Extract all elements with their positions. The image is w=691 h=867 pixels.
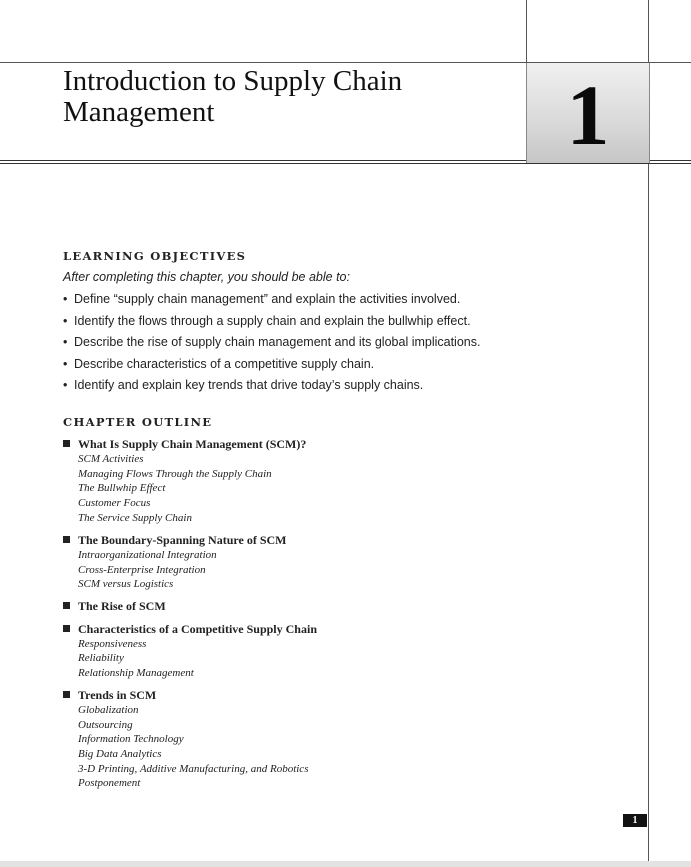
learning-objective-item	[63, 355, 480, 377]
outline-subtopic: Postponement	[78, 777, 141, 790]
outline-section-heading	[63, 532, 317, 548]
outline-section-heading	[63, 621, 317, 637]
outline-section-heading	[63, 598, 317, 614]
learning-objective-text: Identify the flows through a supply chain and explain the bullwhip effect.	[74, 313, 471, 328]
learning-objectives-list	[63, 290, 480, 398]
outline-section-title: Trends in SCM	[78, 687, 157, 702]
outline-subtopic: SCM Activities	[78, 453, 144, 465]
outline-subtopics	[63, 548, 317, 592]
outline-subtopic: The Service Supply Chain	[78, 511, 192, 524]
outline-subtopic: Relationship Management	[78, 666, 194, 679]
learning-objective-text: Identify and explain key trends that drive today’s supply chains.	[74, 378, 424, 393]
square-bullet-icon	[63, 602, 70, 609]
outline-section-title: What Is Supply Chain Management (SCM)?	[78, 437, 307, 451]
outline-section	[63, 598, 317, 614]
outline-subtopic: Reliability	[78, 652, 124, 665]
outline-subtopic: Cross-Enterprise Integration	[78, 563, 206, 576]
outline-subtopic: Big Data Analytics	[78, 748, 162, 761]
outline-subtopic: Customer Focus	[78, 497, 151, 510]
outline-section-title: The Boundary-Spanning Nature of SCM	[78, 532, 287, 547]
chapter-outline-list	[63, 436, 317, 797]
bullet-icon: •	[63, 335, 68, 350]
learning-objective-text: Describe characteristics of a competitive supply chain.	[74, 356, 375, 371]
outline-subtopic: Managing Flows Through the Supply Chain	[78, 467, 272, 480]
outline-section-title: The Rise of SCM	[78, 599, 166, 614]
bullet-icon: •	[63, 356, 68, 371]
chapter-number: 1	[566, 67, 610, 163]
chapter-number-box	[526, 63, 650, 163]
outline-subtopic: Information Technology	[78, 733, 184, 746]
square-bullet-icon	[63, 625, 70, 632]
chapter-title: Introduction to Supply Chain Management	[63, 65, 403, 128]
outline-subtopic: Intraorganizational Integration	[78, 548, 217, 561]
learning-objective-item	[63, 333, 480, 355]
page-bottom-edge	[0, 861, 691, 867]
learning-objectives-intro: After completing this chapter, you should be able to:	[63, 270, 350, 284]
outline-subtopics	[63, 703, 317, 791]
outline-section-title: Characteristics of a Competitive Supply Chain	[78, 621, 317, 636]
bullet-icon: •	[63, 292, 68, 306]
square-bullet-icon	[63, 691, 70, 698]
outline-subtopic: The Bullwhip Effect	[78, 482, 166, 495]
outline-section	[63, 687, 317, 791]
outline-section	[63, 436, 317, 526]
outline-subtopic: Globalization	[78, 703, 139, 716]
header-bottom-rule-2	[0, 163, 691, 164]
learning-objective-text: Define “supply chain management” and explain the activities involved.	[74, 292, 461, 306]
outline-subtopic: Outsourcing	[78, 718, 133, 731]
square-bullet-icon	[63, 536, 70, 543]
outline-subtopic: 3-D Printing, Additive Manufacturing, and Robotics	[78, 762, 309, 775]
chapter-outline-heading: CHAPTER OUTLINE	[63, 415, 213, 429]
outline-section	[63, 621, 317, 681]
outline-subtopic: SCM versus Logistics	[78, 578, 174, 591]
outline-subtopics	[63, 637, 317, 681]
outline-section	[63, 532, 317, 592]
learning-objective-item	[63, 312, 480, 334]
square-bullet-icon	[63, 440, 70, 447]
bullet-icon: •	[63, 378, 68, 393]
page-number: 1	[623, 814, 647, 827]
outline-subtopic: Responsiveness	[78, 637, 147, 650]
outline-section-heading	[63, 436, 317, 452]
bullet-icon: •	[63, 313, 68, 328]
learning-objective-text: Describe the rise of supply chain management and its global implications.	[74, 335, 481, 350]
outline-section-heading	[63, 687, 317, 703]
learning-objective-item	[63, 376, 480, 398]
outline-subtopics	[63, 452, 317, 526]
learning-objective-item	[63, 290, 480, 312]
learning-objectives-heading: LEARNING OBJECTIVES	[63, 249, 247, 263]
